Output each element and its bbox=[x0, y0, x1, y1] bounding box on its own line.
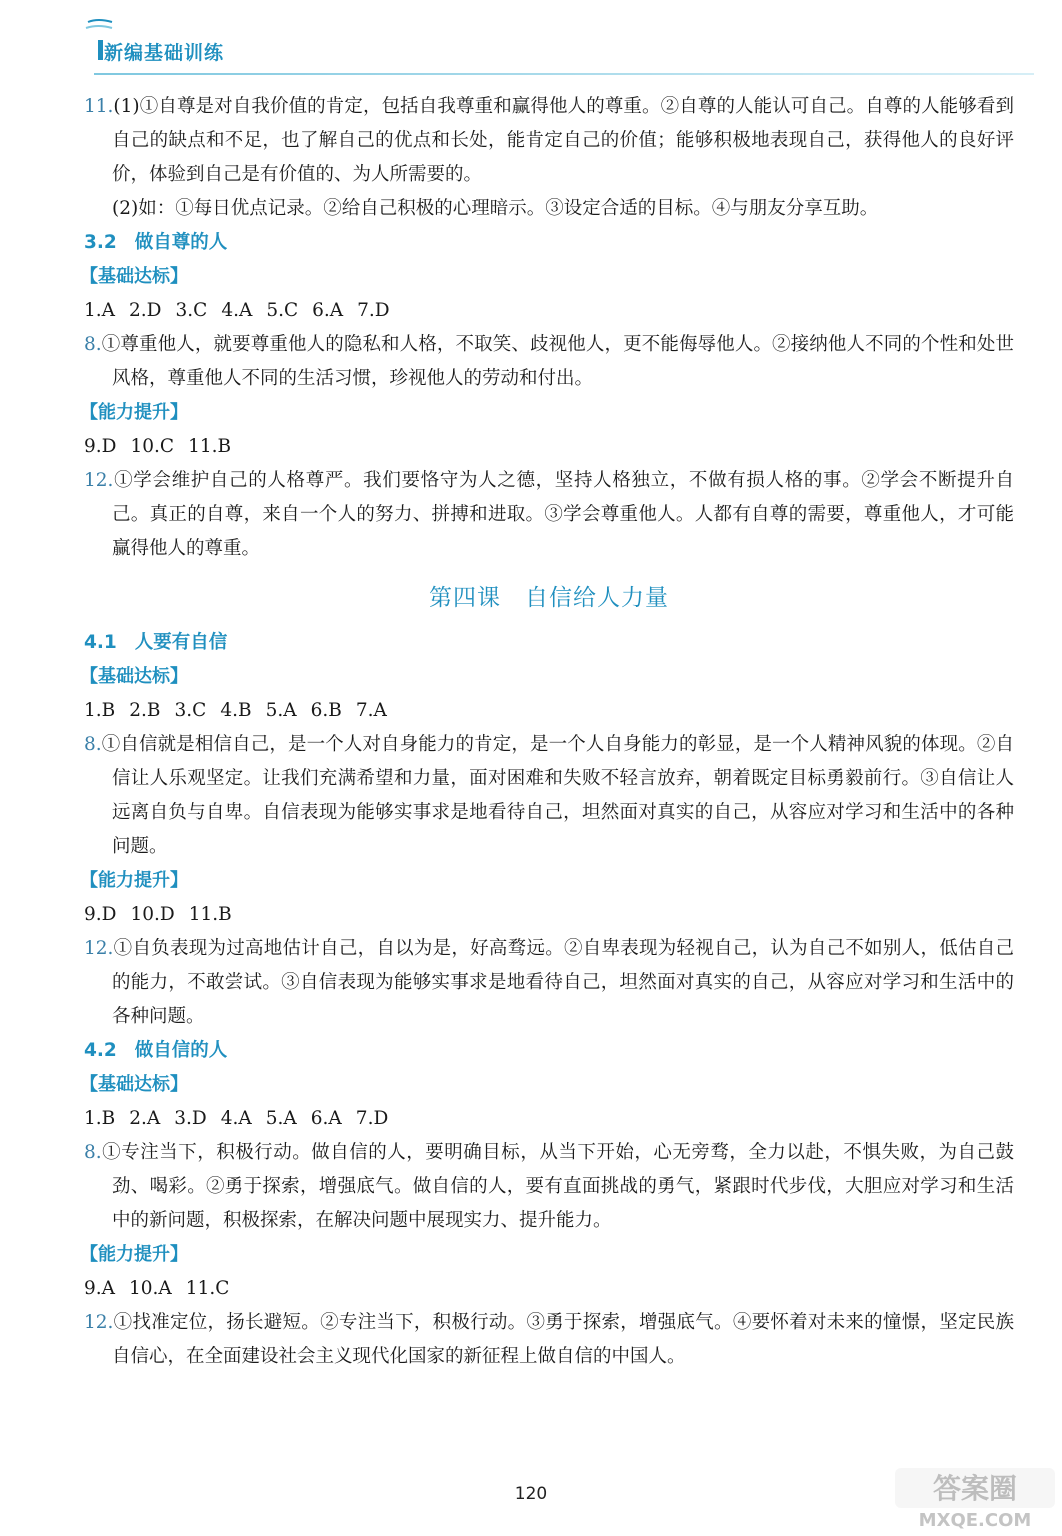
page-header bbox=[0, 0, 1062, 80]
header-divider bbox=[94, 73, 1034, 75]
exercise-tag: 【基础达标】 bbox=[80, 666, 188, 687]
exercise-tag: 【能力提升】 bbox=[80, 402, 188, 423]
question-answer bbox=[84, 328, 1014, 396]
lesson-title bbox=[84, 578, 1014, 618]
choice-answer: 3.D bbox=[174, 1108, 207, 1129]
choice-answer: 10.C bbox=[130, 436, 175, 457]
answer-text: ①自信就是相信自己，是一个人对自身能力的肯定，是一个人自身能力的彰显，是一个人精神风貌的体现。②自信让人乐观坚定。让我们充满希望和力量，面对困难和失败不轻言放弃，朝着既定目标勇毅前行。③自信让人远离自负与自卑。自信表现为能够实事求是地看待自己，坦然面对真实的自己，从容应对学习和生活中的各种问题。 bbox=[101, 734, 1014, 857]
choice-answer: 9.D bbox=[84, 904, 117, 925]
answer-text: ①专注当下，积极行动。做自信的人，要明确目标，从当下开始，心无旁骛，全力以赴，不惧失败，为自己鼓劲、喝彩。②勇于探索，增强底气。做自信的人，要有直面挑战的勇气，紧跟时代步伐，大胆应对学习和生活中的新问题，积极探索，在解决问题中展现实力、提升能力。 bbox=[101, 1142, 1014, 1231]
section-heading bbox=[84, 626, 1014, 660]
choice-answer: 5.A bbox=[265, 700, 297, 721]
choice-answer: 3.C bbox=[174, 700, 207, 721]
choice-answer: 6.A bbox=[310, 1108, 342, 1129]
section-number: 3.2 bbox=[84, 232, 117, 253]
section-number: 4.1 bbox=[84, 632, 117, 653]
choice-answer: 4.A bbox=[221, 300, 253, 321]
question-answer bbox=[84, 1136, 1014, 1238]
choice-answer: 6.B bbox=[310, 700, 342, 721]
answer-text: ①找准定位，扬长避短。②专注当下，积极行动。③勇于探索，增强底气。④要怀着对未来的憧憬，坚定民族自信心，在全面建设社会主义现代化国家的新征程上做自信的中国人。 bbox=[112, 1312, 1014, 1367]
lesson-title-part: 自信给人力量 bbox=[525, 585, 669, 611]
section-title: 人要有自信 bbox=[134, 632, 228, 653]
exercise-tag: 【基础达标】 bbox=[80, 266, 188, 287]
exercise-tag: 【基础达标】 bbox=[80, 1074, 188, 1095]
choice-answers bbox=[84, 1102, 1014, 1136]
answer-subpart: (2)如：①每日优点记录。②给自己积极的心理暗示。③设定合适的目标。④与朋友分享互助。 bbox=[112, 198, 879, 219]
svg-text:答案圈: 答案圈 bbox=[932, 1472, 1018, 1505]
choice-answer: 4.A bbox=[220, 1108, 252, 1129]
question-number: 8. bbox=[84, 1142, 102, 1163]
section-heading bbox=[84, 1034, 1014, 1068]
choice-answer: 11.C bbox=[185, 1278, 230, 1299]
question-answer bbox=[84, 728, 1014, 864]
question-number: 8. bbox=[84, 734, 102, 755]
page-number: 120 bbox=[514, 1484, 548, 1504]
question-answer bbox=[84, 1306, 1014, 1374]
answer-content bbox=[80, 90, 1014, 1374]
choice-answer: 10.D bbox=[130, 904, 175, 925]
question-answer bbox=[84, 932, 1014, 1034]
choice-answer: 5.C bbox=[266, 300, 299, 321]
choice-answer: 2.A bbox=[129, 1108, 161, 1129]
choice-answer: 2.B bbox=[129, 700, 161, 721]
answer-text: ①尊重他人，就要尊重他人的隐私和人格，不取笑、歧视他人，更不能侮辱他人。②接纳他人不同的个性和处世风格，尊重他人不同的生活习惯，珍视他人的劳动和付出。 bbox=[101, 334, 1014, 389]
question-number: 8. bbox=[84, 334, 102, 355]
section-title: 做自尊的人 bbox=[134, 232, 228, 253]
section-heading bbox=[84, 226, 1014, 260]
choice-answer: 4.B bbox=[220, 700, 252, 721]
choice-answer: 7.D bbox=[357, 300, 390, 321]
choice-answer: 6.A bbox=[312, 300, 344, 321]
section-number: 4.2 bbox=[84, 1040, 117, 1061]
answer-text: ①自负表现为过高地估计自己，自以为是，好高骛远。②自卑表现为轻视自己，认为自己不如别人，低估自己的能力，不敢尝试。③自信表现为能够实事求是地看待自己，坦然面对真实的自己，从容应对学习和生活中的各种问题。 bbox=[112, 938, 1014, 1027]
choice-answer: 3.C bbox=[175, 300, 208, 321]
question-answer bbox=[84, 90, 1014, 192]
question-number: 12. bbox=[84, 938, 114, 959]
answer-text: (1)①自尊是对自我价值的肯定，包括自我尊重和赢得他人的尊重。②自尊的人能认可自己。自尊的人能够看到自己的缺点和不足，也了解自己的优点和长处，能肯定自己的价值；能够积极地表现自己，获得他人的良好评价，体验到自己是有价值的、为人所需要的。 bbox=[112, 96, 1014, 185]
choice-answer: 11.B bbox=[188, 904, 232, 925]
choice-answer: 9.A bbox=[84, 1278, 116, 1299]
choice-answers bbox=[84, 294, 1014, 328]
choice-answer: 11.B bbox=[188, 436, 232, 457]
choice-answer: 7.D bbox=[355, 1108, 389, 1129]
question-number: 12. bbox=[84, 470, 114, 491]
choice-answer: 7.A bbox=[355, 700, 387, 721]
choice-answer: 10.A bbox=[129, 1278, 172, 1299]
exercise-tag: 【能力提升】 bbox=[80, 1244, 188, 1265]
choice-answer: 2.D bbox=[129, 300, 162, 321]
lesson-title-part: 第四课 bbox=[429, 585, 501, 611]
answer-text: ①学会维护自己的人格尊严。我们要恪守为人之德，坚持人格独立，不做有损人格的事。②学会不断提升自己。真正的自尊，来自一个人的努力、拼搏和进取。③学会尊重他人。人都有自尊的需要，尊重他人，才可能赢得他人的尊重。 bbox=[112, 470, 1014, 559]
exercise-tag: 【能力提升】 bbox=[80, 870, 188, 891]
section-title: 做自信的人 bbox=[134, 1040, 228, 1061]
question-number: 12. bbox=[84, 1312, 114, 1333]
svg-text:MXQE.COM: MXQE.COM bbox=[918, 1510, 1032, 1531]
watermark-logo bbox=[895, 1462, 1055, 1532]
choice-answer: 1.A bbox=[84, 300, 116, 321]
choice-answers bbox=[84, 1272, 1014, 1306]
choice-answers bbox=[84, 898, 1014, 932]
question-answer bbox=[84, 464, 1014, 566]
choice-answer: 5.A bbox=[265, 1108, 297, 1129]
choice-answers bbox=[84, 694, 1014, 728]
series-title: 新编基础训练 bbox=[104, 42, 225, 64]
choice-answers bbox=[84, 430, 1014, 464]
choice-answer: 1.B bbox=[84, 1108, 116, 1129]
choice-answer: 9.D bbox=[84, 436, 117, 457]
choice-answer: 1.B bbox=[84, 700, 116, 721]
question-number: 11. bbox=[84, 96, 114, 117]
